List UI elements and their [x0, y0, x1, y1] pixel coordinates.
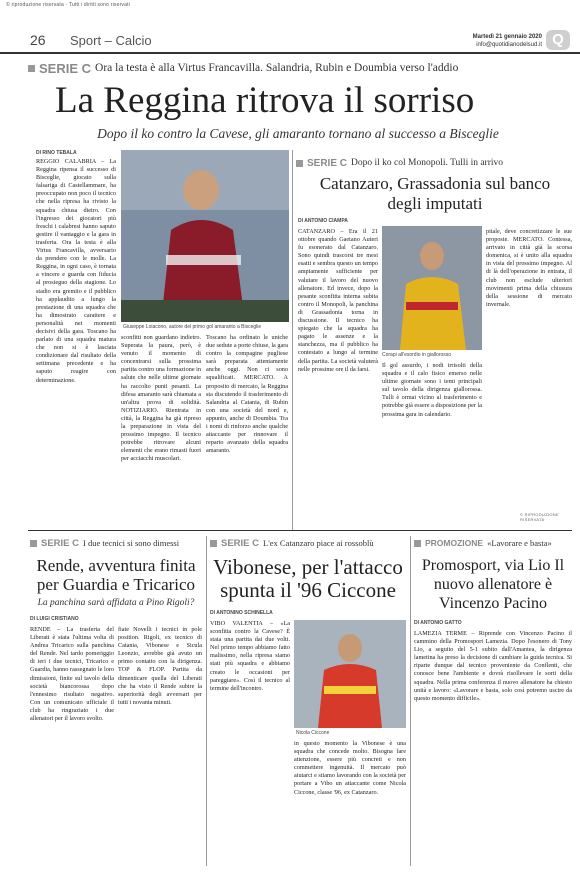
- kicker-tag: SERIE C: [41, 537, 80, 549]
- kicker-square-icon: [296, 160, 303, 167]
- catanzaro-column-3: pitale, deve concretizzare le sue proposte. MERCATO. Contessa, arrivato in città già la scorsa domenica, si è unito alla squadra in vista del prossimo impegno. Al di là dell'operazione in entrata, il club non esclude ulteriori movimenti prima della chiusura della sessione di mercato invernale.: [486, 228, 572, 308]
- kicker-text: I due tecnici si sono dimessi: [83, 538, 180, 548]
- player-photo-illustration: [294, 620, 406, 728]
- catanzaro-column-2: Il gol assurdo, i nodi irrisolti della squadra e il calo fisico emerso nelle ultime giornate sono i temi principali sul tavolo della dirigenza giallorossa. Tulli è ormai vicino al trasferimento e potrebbe già essere a disposizione per la prossima gara in calendario.: [382, 362, 482, 418]
- copyright-notice: © riproduzione riservata · Tutti i diritti sono riservati: [6, 2, 131, 8]
- kicker-tag: PROMOZIONE: [425, 538, 484, 548]
- rende-kicker: [30, 536, 202, 550]
- kicker-text: «Lavorare e basta»: [487, 538, 552, 548]
- rende-subheadline: La panchina sarà affidata a Pino Rigoli?: [37, 598, 195, 608]
- vibonese-headline: Vibonese, per l'attacco spunta il '96 Ciccone: [213, 555, 403, 602]
- catanzaro-byline: DI ANTONIO CIAMPA: [298, 218, 348, 224]
- column-divider: [206, 536, 207, 866]
- newspaper-logo: Q: [546, 30, 570, 50]
- vibonese-photo-caption: Nicola Ciccone: [296, 730, 330, 736]
- catanzaro-headline: Catanzaro, Grassadonia sul banco degli imputati: [319, 174, 551, 213]
- promozione-byline: DI ANTONIO GATTO: [414, 620, 462, 626]
- kicker-text: Dopo il ko col Monopoli. Tulli in arrivo: [351, 158, 504, 168]
- catanzaro-photo-caption: Corapi all'esordio in giallorosso: [382, 352, 452, 358]
- vibonese-column-2: in questo momento la Vibonese è una squadra che concede molto. Bisogna fare attenzione, essere più concreti e non commettere ingenuità. Il mercato può aiutarci e stiamo lavorando con la società per portare a Vibo un attaccante come Nicola Ciccone, classe '96, ex Catanzaro.: [294, 740, 406, 796]
- kicker-text: Ora la testa è alla Virtus Francavilla. Salandria, Rubin e Doumbia verso l'addio: [95, 62, 459, 74]
- section-title: Sport – Calcio: [70, 33, 152, 48]
- kicker-tag: SERIE C: [39, 60, 92, 76]
- lead-column-1: REGGIO CALABRIA – La Reggina ripensa il successo di Bisceglie, giocato sulla falsariga di Castellammare, ha preoccupato non poco il tecnico che nella ripresa ha rivisto la squadra chiusa dietro. Con l'ingresso dei giocatori più freschi i calabresi hanno saputo gestire il vantaggio e la gara in trasferta. Ora la testa è alla Virtus Francavilla, avversario da prendere con le molle. La Reggina, in ogni caso, è tornata a vincere e guarda con fiducia al prosieguo della stagione. Lo stadio era gremito e il pubblico ha applaudito a lungo la prestazione di una squadra che ha dimostrato carattere e personalità nei momenti decisivi della gara. Toscano ha parlato di una squadra matura che non si è lasciata condizionare dal risultato della settimana precedente e ha saputo reagire con determinazione.: [36, 158, 116, 384]
- copyright-mark: © RIPRODUZIONE RISERVATA: [520, 512, 559, 522]
- kicker-square-icon: [210, 540, 217, 547]
- column-divider: [292, 150, 293, 530]
- lead-photo: [121, 150, 289, 322]
- dateline: [450, 33, 542, 49]
- vibonese-kicker: [210, 536, 406, 550]
- lead-byline: DI RINO TEBALA: [36, 150, 77, 156]
- column-divider: [410, 536, 411, 866]
- promozione-headline: Promosport, via Lio Il nuovo allenatore è Vincenzo Pacino: [421, 557, 565, 612]
- lead-kicker: [28, 60, 568, 76]
- lead-column-2: sconfitti non guardano indietro. Superata la paura, però, è venuto il momento di concentrarsi sulla prossima partita contro una formazione in salute che nelle ultime giornate ha raccolto punti pesanti. La difesa amaranto sarà chiamata a un'altra prova di solidità. NOTIZIARIO. Rientrata in città, la Reggina ha già ripreso la preparazione in vista del prossimo impegno. Il tecnico potrebbe ritrovare alcuni elementi che erano rimasti fuori per acciacchi muscolari.: [121, 334, 201, 463]
- page-number: 26: [30, 32, 46, 48]
- website: info@quotidianodelsud.it: [476, 42, 542, 48]
- kicker-square-icon: [28, 65, 35, 72]
- rende-column-1: RENDE – La trasferta del Liberati è stata l'ultima volta di Andrea Tricarico sulla panchina del Rende. Nel tardo pomeriggio di ieri i due tecnici, Tricarico e Guardia, hanno rassegnato le loro dimissioni, finite sul tavolo della società biancorossa dopo l'ennesimo risultato negativo. Con un comunicato ufficiale il club ha ringraziato i due allenatori per il lavoro svolto.: [30, 626, 114, 723]
- player-photo-illustration: [382, 226, 482, 350]
- kicker-text: L'ex Catanzaro piace ai rossoblù: [263, 538, 374, 548]
- kicker-tag: SERIE C: [307, 157, 348, 169]
- kicker-square-icon: [30, 540, 37, 547]
- catanzaro-column-1: CATANZARO – Era il 21 ottobre quando Gaetano Auteri fu esonerato dal Catanzaro. Sono quindi trascorsi tre mesi esatti e sembra questo un tempo ampiamente sufficiente per valutare il lavoro del nuovo allenatore. Ed invece, dopo la pesante sconfitta interna subita contro il Monopoli, la panchina di Grassadonia torna in discussione. Il tecnico ha spiegato che la squadra ha pagato le assenze e la stanchezza, ma il pubblico ha contestato a lungo al termine della partita. La società valuterà nelle prossime ore il da farsi.: [298, 228, 378, 373]
- catanzaro-photo: [382, 226, 482, 350]
- promozione-kicker: [414, 536, 572, 550]
- catanzaro-kicker: [296, 156, 572, 170]
- player-photo-illustration: [121, 150, 289, 322]
- issue-date: Martedì 21 gennaio 2020: [472, 34, 542, 40]
- lead-subheadline: Dopo il ko contro la Cavese, gli amaranto tornano al successo a Bisceglie: [97, 126, 499, 141]
- section-divider: [28, 530, 572, 531]
- vibonese-photo: [294, 620, 406, 728]
- lead-headline: La Reggina ritrova il sorriso: [55, 80, 475, 121]
- vibonese-byline: DI ANTONINO SCHINELLA: [210, 610, 273, 616]
- lead-column-3: Toscano ha ordinato le uniche due sedute a porte chiuse, la gara contro la compagine pugliese sarà preparata attentamente anche oggi. Non ci sono squalificati. MERCATO. A proposito di mercato, la Reggina sta discutendo il trasferimento di Salandria al Catania, di Rubin con una società del nord e, appunto, anche di Doumbia. Tra i nomi di rinforzo anche qualche attaccante per rinnovare il reparto avanzato della squadra amaranto.: [206, 334, 288, 455]
- rende-headline: Rende, avventura finita per Guardia e Tricarico: [36, 556, 196, 594]
- kicker-tag: SERIE C: [221, 537, 260, 549]
- promozione-column-1: LAMEZIA TERME – Riprende con Vincenzo Pacino il cammino della Promosport Lamezia. Dopo l'esonero di Tony Lio, a seguito del 5-1 subito dall'Amantea, la dirigenza lametina ha preso la decisione di cambiare la guida tecnica. Si riparte dunque dal tecnico proveniente da Conflenti, che conosce bene l'ambiente e dovrà risollevare le sorti della squadra. Nella prima conferenza il nuovo allenatore ha chiesto unità e lavoro: «Lavorare e basta, solo così potremo uscire da questo momento difficile».: [414, 630, 572, 702]
- rende-byline: DI LUIGI CRISTIANO: [30, 616, 79, 622]
- vibonese-column-1: VIBO VALENTIA – «La sconfitta contro la Cavese? È stata una partita dai due volti. Nel primo tempo abbiamo fatto malissimo, nella ripresa siamo stati più squadra e abbiamo creato le occasioni per pareggiare». Così il tecnico al termine dell'incontro.: [210, 620, 290, 692]
- rende-column-2: fiate Novelli i tecnici in pole position. Rigoli, ex tecnico di Catania, Vibonese e Sicula Leonzio, avrebbe già avuto un primo contatto con la dirigenza. TOP & FLOP. Partita da dimenticare quella del Liberati che ha visto il Rende subire la superiorità degli avversari per tutti i novanta minuti.: [118, 626, 202, 706]
- lead-photo-caption: Giuseppe Loiacono, autore del primo gol amaranto a Bisceglie: [123, 324, 262, 330]
- kicker-square-icon: [414, 540, 421, 547]
